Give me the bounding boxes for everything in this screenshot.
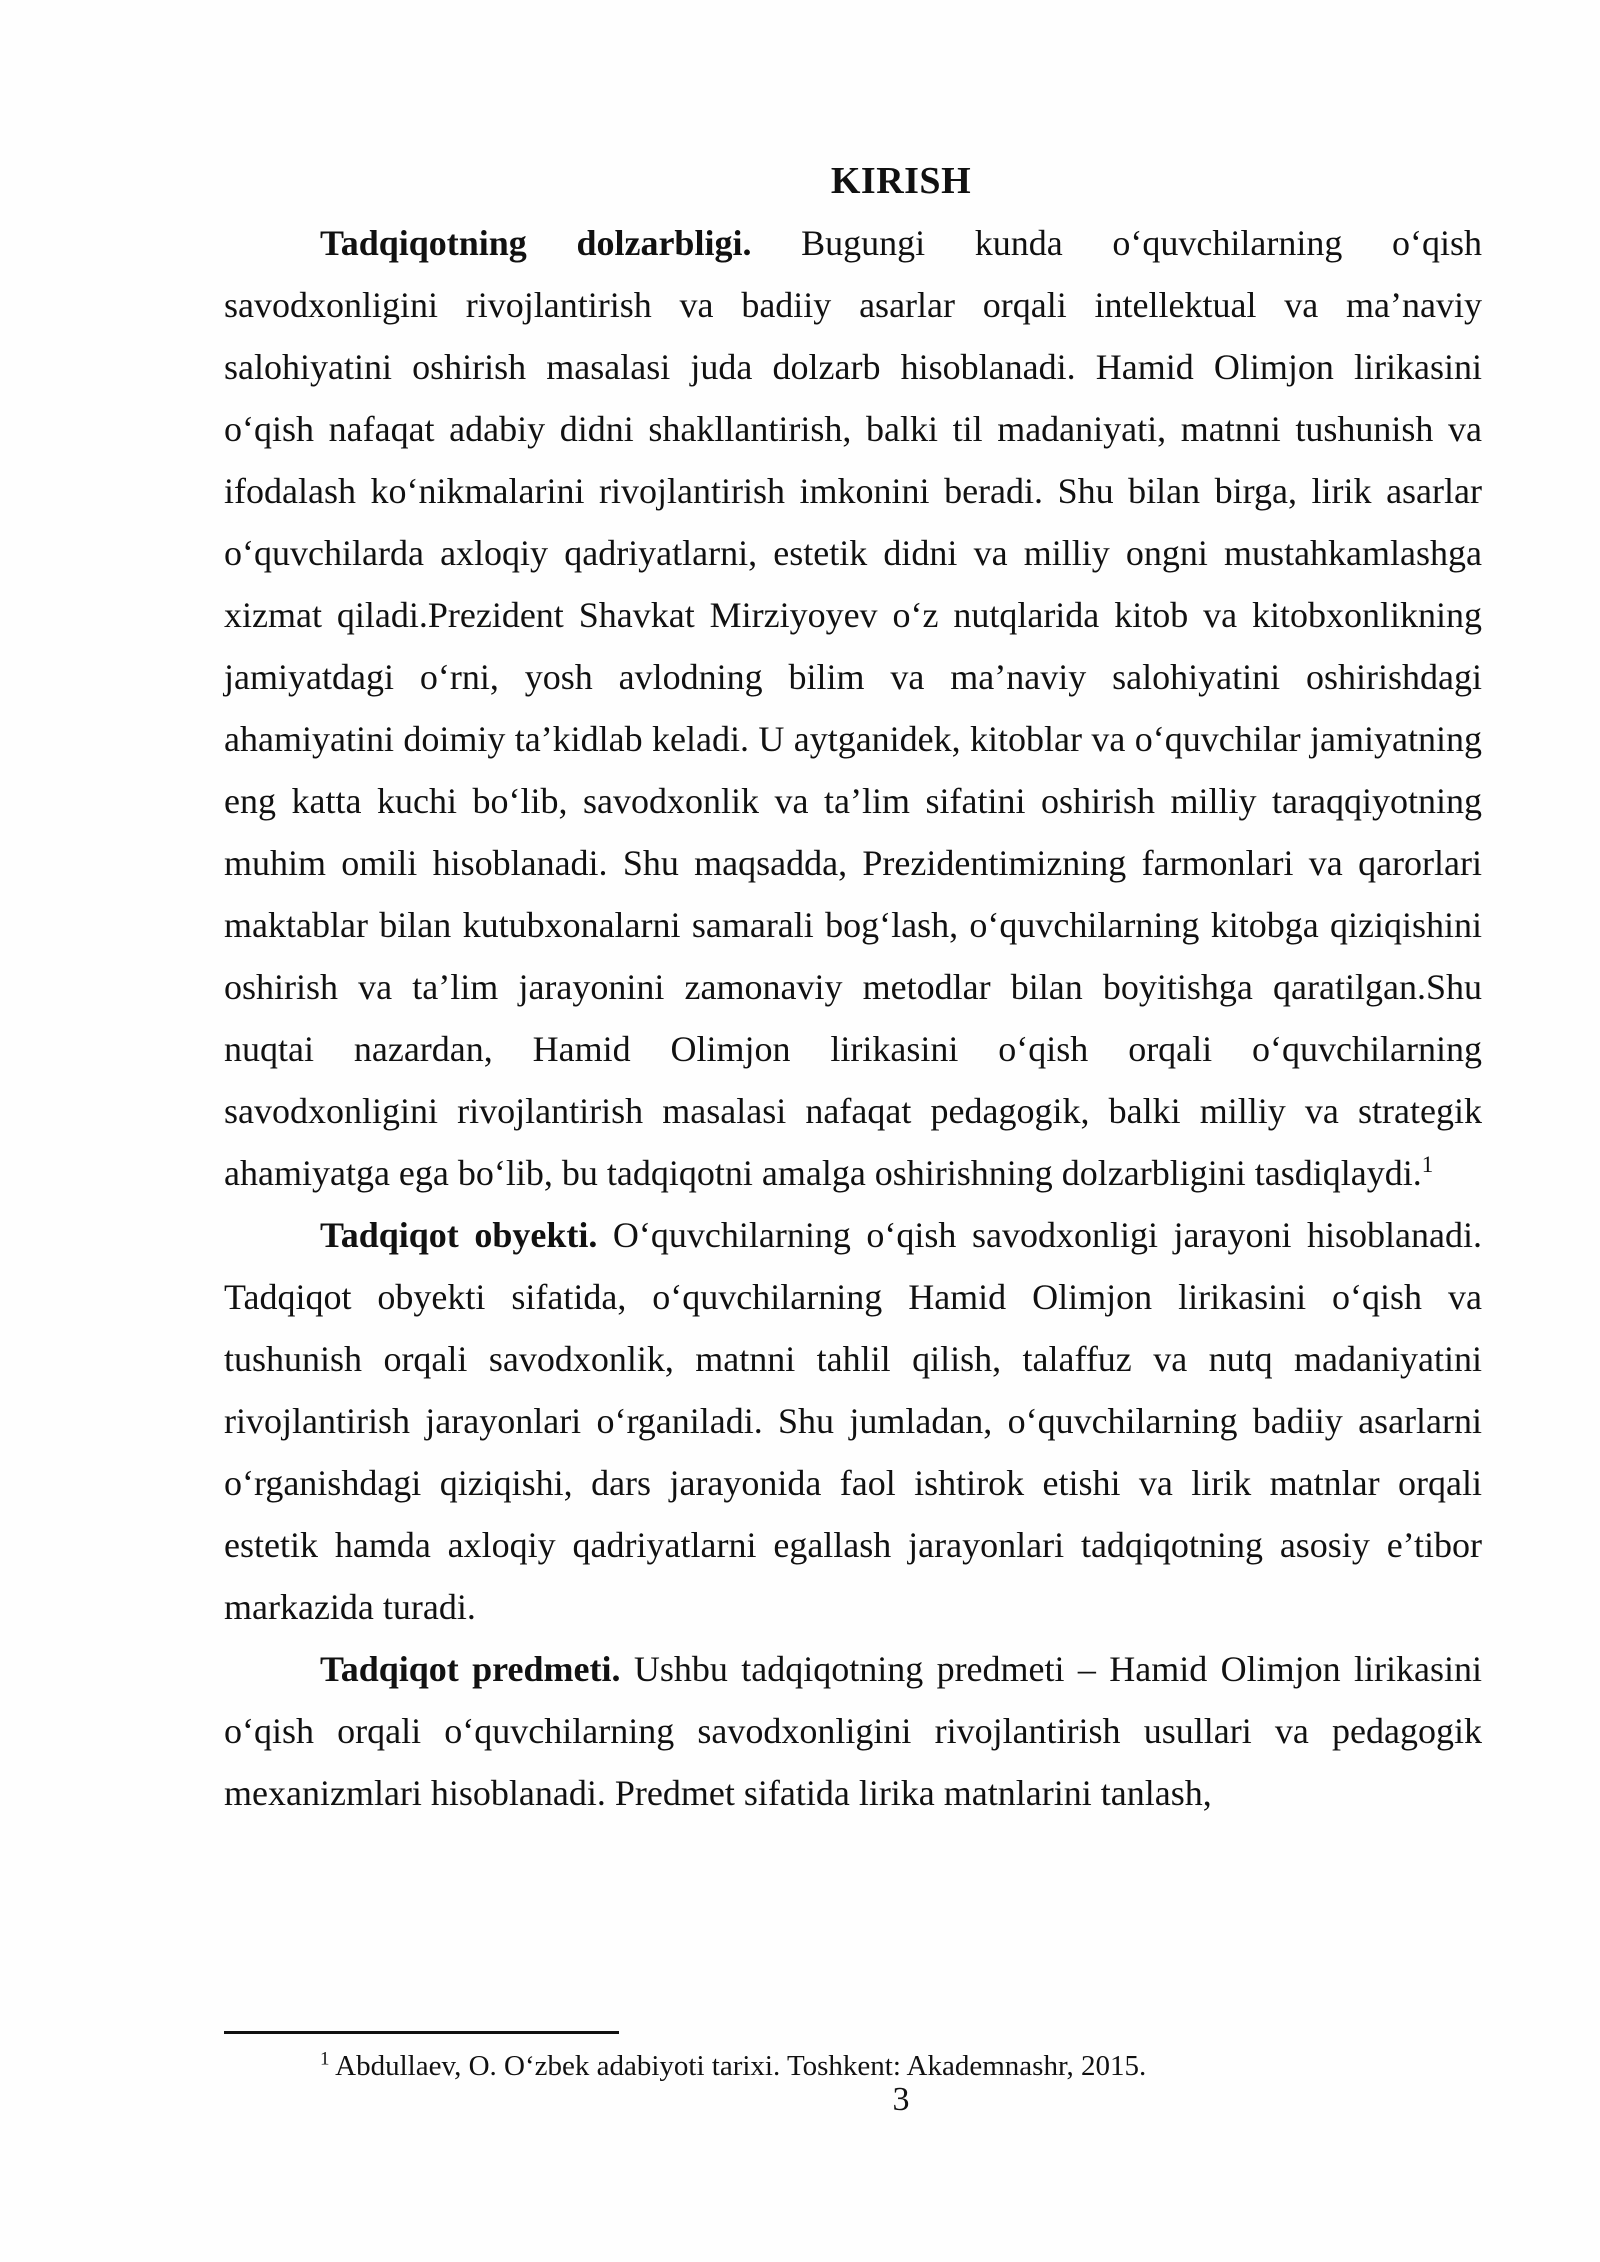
document-body [224,150,1482,1824]
page-number: 3 [892,2081,910,2118]
paragraph-dolzarbligi [224,212,1482,1204]
page-title: KIRISH [830,160,972,202]
footnote-area [224,2031,1482,2084]
paragraph-lead-predmeti: Tadqiqot predmeti. [320,1649,621,1689]
footnote-marker: 1 [320,2048,330,2070]
paragraph-lead-obyekti: Tadqiqot obyekti. [320,1215,598,1255]
footnote-text: Abdullaev, O. O‘zbek adabiyoti tarixi. Toshkent: Akademnashr, 2015. [329,2050,1147,2082]
footnote-separator-rule [224,2031,619,2034]
footnote-reference: 1 [1421,1152,1434,1177]
paragraph-predmeti [224,1638,1482,1824]
paragraph-lead-dolzarbligi: Tadqiqotning dolzarbligi. [320,223,752,263]
paragraph-text-dolzarbligi: Bugungi kunda o‘quvchilarning o‘qish savodxonligini rivojlantirish va badiiy asarlar orqali intellektual va ma’naviy salohiyatini oshirish masalasi juda dolzarb hisoblanadi. Hamid Olimjon lirikasini o‘qish nafaqat adabiy didni shakllantirish, balki til madaniyati, matnni tushunish va ifodalash ko‘nikmalarini rivojlantirish imkonini beradi. Shu bilan birga, lirik asarlar o‘quvchilarda axloqiy qadriyatlarni, estetik didni va milliy ongni mustahkamlashga xizmat qiladi.Prezident Shavkat Mirziyoyev o‘z nutqlarida kitob va kitobxonlikning jamiyatdagi o‘rni, yosh avlodning bilim va ma’naviy salohiyatini oshirishdagi ahamiyatini doimiy ta’kidlab keladi. U aytganidek, kitoblar va o‘quvchilar jamiyatning eng katta kuchi bo‘lib, savodxonlik va ta’lim sifatini oshirish milliy taraqqiyotning muhim omili hisoblanadi. Shu maqsadda, Prezidentimizning farmonlari va qarorlari maktablar bilan kutubxonalarni samarali bog‘lash, o‘quvchilarning kitobga qiziqishini oshirish va ta’lim jarayonini zamonaviy metodlar bilan boyitishga qaratilgan.Shu nuqtai nazardan, Hamid Olimjon lirikasini o‘qish orqali o‘quvchilarning savodxonligini rivojlantirish masalasi nafaqat pedagogik, balki milliy va strategik ahamiyatga ega bo‘lib, bu tadqiqotni amalga oshirishning dolzarbligini tasdiqlaydi. [224,223,1482,1193]
paragraph-text-obyekti: O‘quvchilarning o‘qish savodxonligi jarayoni hisoblanadi. Tadqiqot obyekti sifatida, o‘quvchilarning Hamid Olimjon lirikasini o‘qish va tushunish orqali savodxonlik, matnni tahlil qilish, talaffuz va nutq madaniyatini rivojlantirish jarayonlari o‘rganiladi. Shu jumladan, o‘quvchilarning badiiy asarlarni o‘rganishdagi qiziqishi, dars jarayonida faol ishtirok etishi va lirik matnlar orqali estetik hamda axloqiy qadriyatlarni egallash jarayonlari tadqiqotning asosiy e’tibor markazida turadi. [224,1215,1482,1627]
paragraph-text-predmeti: Ushbu tadqiqotning predmeti – Hamid Olimjon lirikasini o‘qish orqali o‘quvchilarning savodxonligini rivojlantirish usullari va pedagogik mexanizmlari hisoblanadi. Predmet sifatida lirika matnlarini tanlash, [224,1649,1482,1813]
footnote [224,2048,1482,2084]
paragraph-obyekti [224,1204,1482,1638]
